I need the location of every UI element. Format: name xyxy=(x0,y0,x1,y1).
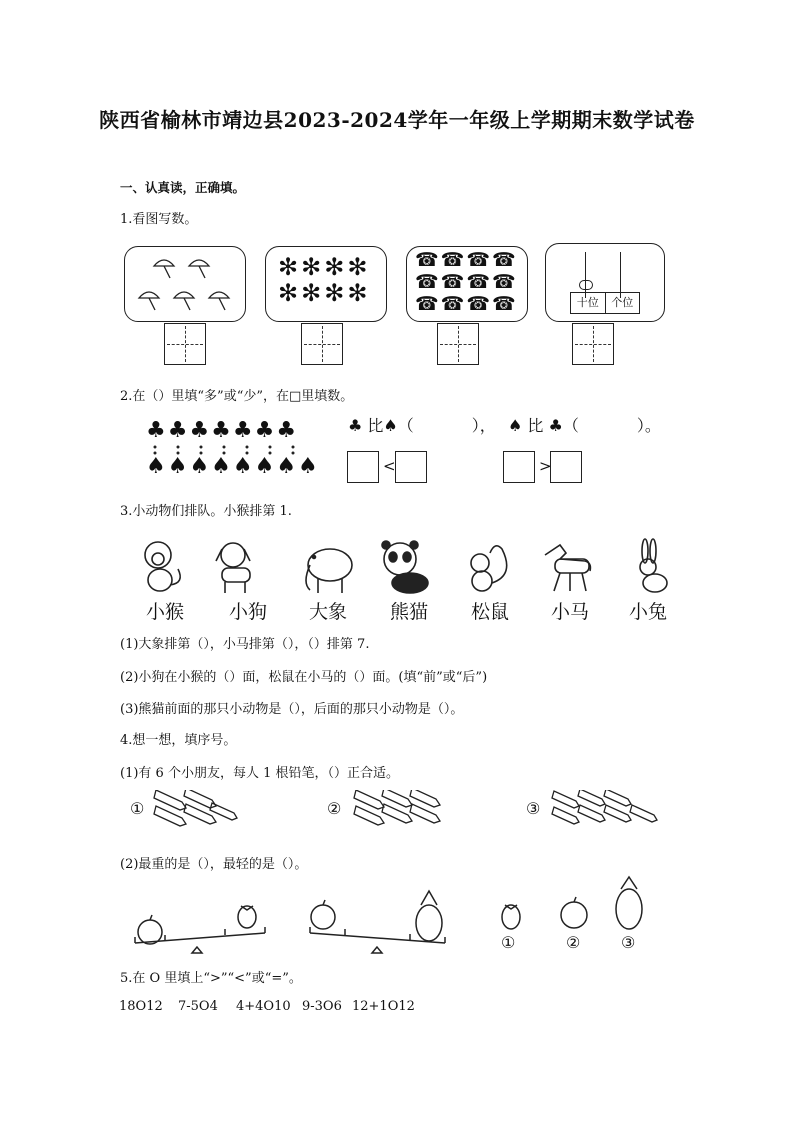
less-than-sign: < xyxy=(383,457,396,475)
apple-icon xyxy=(311,905,335,929)
animal-label: 熊猫 xyxy=(389,601,428,623)
rabbit-icon xyxy=(640,539,667,592)
animal-label: 小猴 xyxy=(145,601,184,623)
question-2: 2.在（）里填“多”或“少”，在□里填数。 xyxy=(120,389,354,404)
question-4: 4.想一想，填序号。 xyxy=(120,733,237,748)
option-label: ③ xyxy=(621,933,636,952)
question-5: 5.在 O 里填上“>”“<”或“=”。 xyxy=(120,971,302,986)
answer-box[interactable] xyxy=(550,451,582,483)
animal-label: 小狗 xyxy=(228,601,267,623)
horse-icon xyxy=(545,545,590,591)
animal-label: 大象 xyxy=(308,601,347,623)
animal-label: 小马 xyxy=(550,601,589,623)
squirrel-icon xyxy=(471,546,507,591)
question-3-sub1: (1)大象排第（），小马排第（），（）排第 7. xyxy=(120,637,370,652)
apple-icon xyxy=(138,920,162,944)
answer-grid[interactable] xyxy=(572,323,614,365)
question-3: 3.小动物们排队。小猴排第 1. xyxy=(120,504,292,519)
question-1: 1.看图写数。 xyxy=(120,212,198,227)
compare-b-end: ）。 xyxy=(636,416,661,435)
question-3-sub2: (2)小狗在小猴的（）面，松鼠在小马的（）面。(填“前”或“后”) xyxy=(120,670,488,685)
greater-than-sign: > xyxy=(539,457,552,475)
asterisk-icon: ✻✻✻✻ ✻✻✻✻ xyxy=(278,253,371,307)
clubs-row: ♣♣♣♣♣♣♣ xyxy=(146,418,299,443)
answer-box[interactable] xyxy=(395,451,427,483)
option-label: ① xyxy=(130,799,145,818)
animal-label: 小兔 xyxy=(628,601,667,623)
option-label: ② xyxy=(327,799,342,818)
tens-label: 十位 xyxy=(571,293,606,313)
option-label: ③ xyxy=(526,799,541,818)
apple-icon xyxy=(561,902,587,928)
ones-label: 个位 xyxy=(611,296,634,309)
option-label: ② xyxy=(566,933,581,952)
spades-row: ♠♠♠♠♠♠♠♠ xyxy=(146,454,320,479)
scale-icon xyxy=(135,906,265,953)
pencil-icon xyxy=(150,790,670,832)
panda-icon xyxy=(382,541,428,593)
question-3-sub3: (3)熊猫前面的那只小动物是（），后面的那只小动物是（）。 xyxy=(120,702,464,717)
compare-a xyxy=(348,413,496,436)
compare-item: 12+1O12 xyxy=(352,999,415,1014)
option-label: ① xyxy=(501,933,516,952)
animal-pictures xyxy=(130,535,680,597)
umbrella-icon xyxy=(124,246,246,322)
compare-item: 4+4O10 xyxy=(236,999,291,1014)
pineapple-icon xyxy=(616,889,642,929)
pineapple-icon xyxy=(416,905,442,941)
elephant-icon xyxy=(306,549,352,593)
animal-label: 松鼠 xyxy=(470,601,509,623)
dog-icon xyxy=(216,543,250,593)
compare-item: 9-3O6 xyxy=(302,999,342,1014)
section-heading: 一、认真读，正确填。 xyxy=(120,180,246,195)
compare-item: 7-5O4 xyxy=(178,999,218,1014)
monkey-icon xyxy=(145,542,180,591)
compare-b-text: ♠ 比 ♣（ xyxy=(508,416,579,435)
compare-item: 18O12 xyxy=(119,999,163,1014)
compare-a-end: ）， xyxy=(471,416,496,435)
page-title: 陕西省榆林市靖边县2023-2024学年一年级上学期期末数学试卷 xyxy=(99,108,695,132)
question-4-sub2: (2)最重的是（），最轻的是（）。 xyxy=(120,857,308,872)
scale-icon xyxy=(310,891,445,953)
answer-grid[interactable] xyxy=(164,323,206,365)
question-4-sub1: (1)有 6 个小朋友，每人 1 根铅笔，（）正合适。 xyxy=(120,766,399,781)
place-value-frame xyxy=(570,292,640,314)
compare-b xyxy=(508,413,661,436)
abacus-bead xyxy=(579,280,593,290)
answer-box[interactable] xyxy=(503,451,535,483)
compare-a-text: ♣ 比♠（ xyxy=(348,416,414,435)
telephone-icon: ☎☎☎☎ ☎☎☎☎ ☎☎☎☎ xyxy=(415,249,518,315)
answer-grid[interactable] xyxy=(437,323,479,365)
answer-grid[interactable] xyxy=(301,323,343,365)
answer-box[interactable] xyxy=(347,451,379,483)
